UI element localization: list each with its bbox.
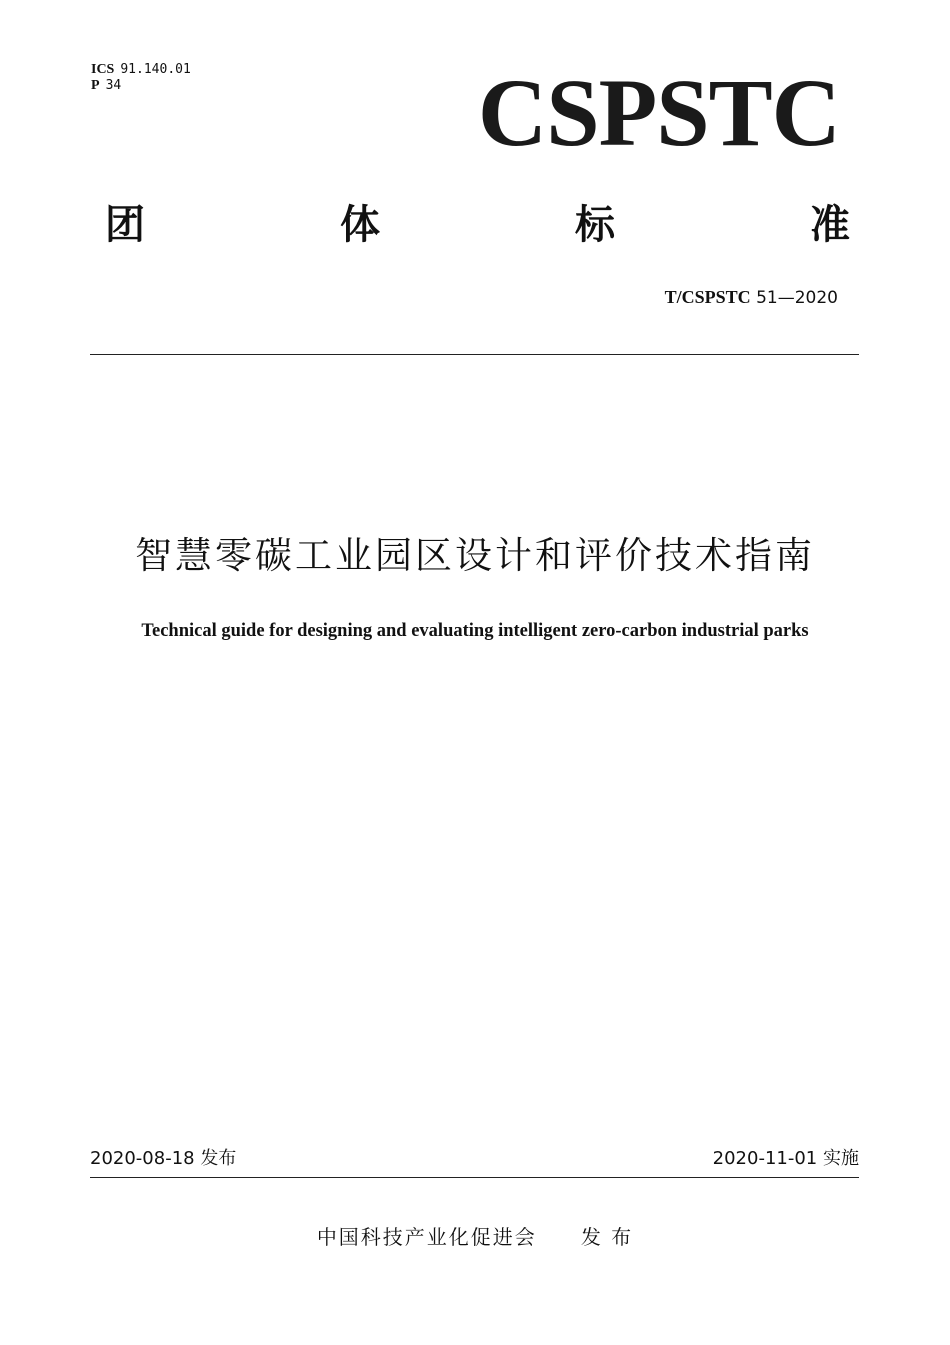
implementation-date: 2020-11-01 实施 bbox=[712, 1148, 859, 1169]
standard-number bbox=[560, 286, 838, 309]
title-english: Technical guide for designing and evaluating intelligent zero-carbon industrial parks bbox=[141, 621, 809, 641]
ccs-code: P 34 bbox=[91, 78, 122, 93]
standard-type-char: 体 bbox=[340, 202, 380, 248]
standard-type-char: 标 bbox=[575, 202, 615, 248]
standard-number-value: 51—2020 bbox=[756, 288, 838, 308]
standard-type bbox=[105, 195, 850, 255]
standard-number-prefix: T/CSPSTC bbox=[664, 287, 751, 307]
standard-type-char: 准 bbox=[810, 202, 850, 248]
footer-divider bbox=[90, 1177, 859, 1178]
title-chinese: 智慧零碳工业园区设计和评价技术指南 bbox=[135, 534, 815, 577]
standard-type-char: 团 bbox=[105, 202, 145, 248]
header-divider bbox=[90, 354, 859, 355]
publisher bbox=[0, 1222, 950, 1252]
ics-code: ICS 91.140.01 bbox=[91, 62, 191, 77]
publisher-name: 中国科技产业化促进会 bbox=[316, 1225, 537, 1249]
issue-date: 2020-08-18 发布 bbox=[90, 1148, 237, 1169]
publisher-action: 发 布 bbox=[580, 1225, 634, 1249]
org-logo: CSPSTC bbox=[477, 59, 840, 166]
